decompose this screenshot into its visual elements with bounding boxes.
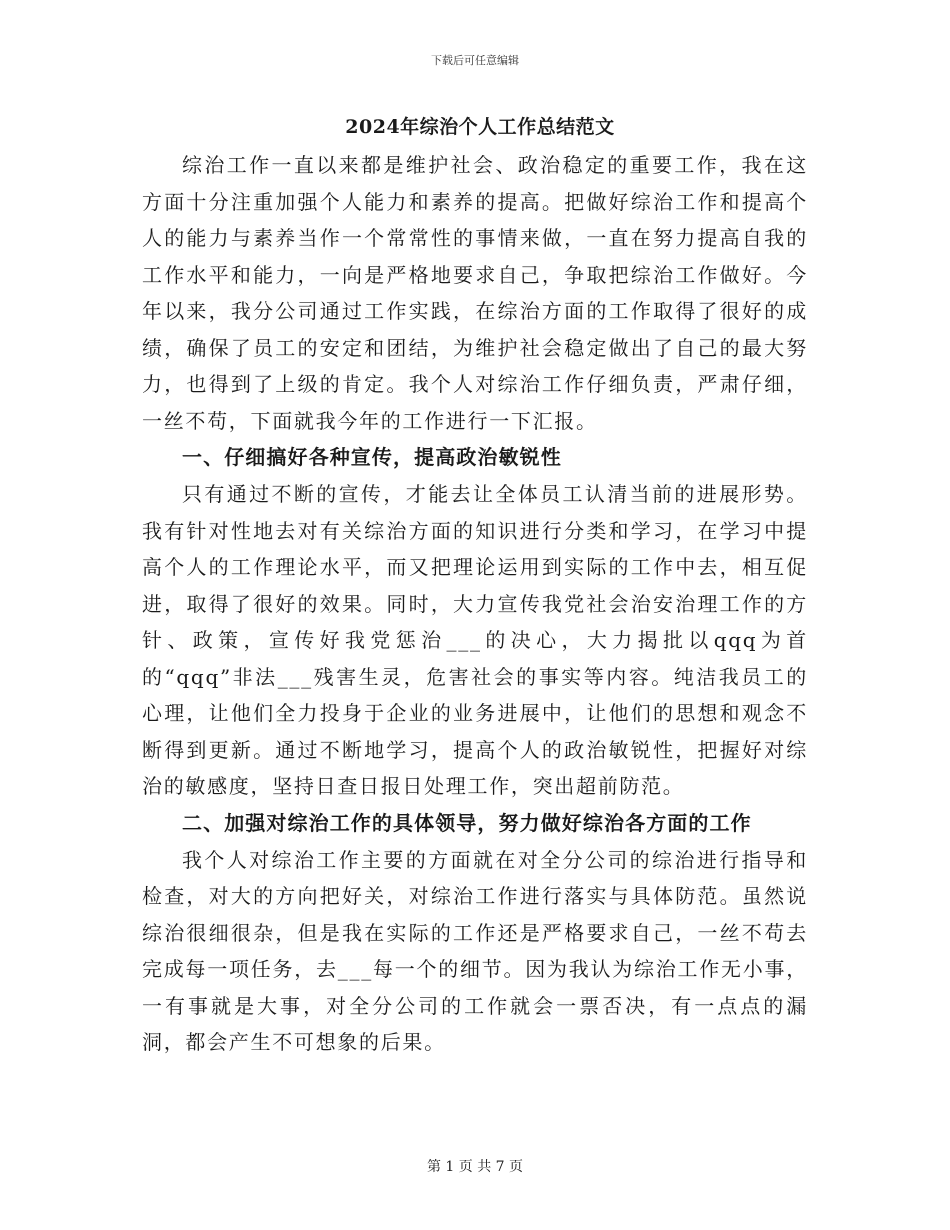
section-body-2: 我个人对综治工作主要的方面就在对全分公司的综治进行指导和检查，对大的方向把好关，对综治工作进行落实与具体防范。虽然说综治很细很杂，但是我在实际的工作还是严格要求自己，一丝不苟去完成每一项任务，去___每一个的细节。因为我认为综治工作无小事，一有事就是大事，对全分公司的工作就会一票否决，有一点点的漏洞，都会产生不可想象的后果。 bbox=[142, 847, 808, 1054]
page-header-note: 下载后可任意编辑 bbox=[431, 54, 519, 67]
document-title: 2024年综治个人工作总结范文 bbox=[345, 116, 615, 138]
document-body bbox=[142, 112, 808, 1061]
intro-paragraph: 综治工作一直以来都是维护社会、政治稳定的重要工作，我在这方面十分注重加强个人能力和素养的提高。把做好综治工作和提高个人的能力与素养当作一个常常性的事情来做，一直在努力提高自我的工作水平和能力，一向是严格地要求自己，争取把综治工作做好。今年以来，我分公司通过工作实践，在综治方面的工作取得了很好的成绩，确保了员工的安定和团结，为维护社会稳定做出了自己的最大努力，也得到了上级的肯定。我个人对综治工作仔细负责，严肃仔细，一丝不苟，下面就我今年的工作进行一下汇报。 bbox=[142, 153, 808, 433]
section-body-1: 只有通过不断的宣传，才能去让全体员工认清当前的进展形势。我有针对性地去对有关综治方面的知识进行分类和学习，在学习中提高个人的工作理论水平，而又把理论运用到实际的工作中去，相互促进，取得了很好的效果。同时，大力宣传我党社会治安治理工作的方针、政策，宣传好我党惩治___的决心，大力揭批以qqq为首的“qqq”非法___残害生灵，危害社会的事实等内容。纯洁我员工的心理，让他们全力投身于企业的业务进展中，让他们的思想和观念不断得到更新。通过不断地学习，提高个人的政治敏锐性，把握好对综治的敏感度，坚持日查日报日处理工作，突出超前防范。 bbox=[142, 482, 808, 798]
section-heading-2: 二、加强对综治工作的具体领导，努力做好综治各方面的工作 bbox=[182, 810, 752, 835]
page-number: 第 1 页 共 7 页 bbox=[426, 1159, 524, 1175]
section-heading-1: 一、仔细搞好各种宣传，提高政治敏锐性 bbox=[182, 445, 562, 469]
